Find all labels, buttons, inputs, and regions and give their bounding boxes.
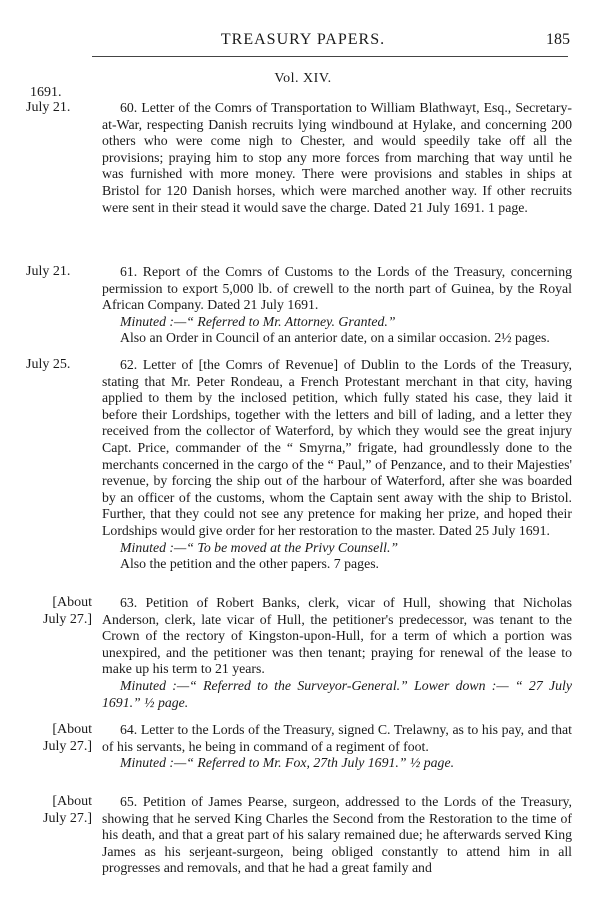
entry-minute: Minuted :—“ Referred to Mr. Attorney. Granted.” — [120, 313, 396, 329]
entry-64 — [26, 722, 572, 772]
running-title: TREASURY PAPERS. — [220, 31, 386, 48]
entry-text: 65. Petition of James Pearse, surgeon, addressed to the Lords of the Treasury, showing that he served King Charles the Second from the Restoration to the time of his death, and that a great part of his salary remained due; he afterwards served King James as his serjeant-surgeon, being obliged constantly to attend him in all progresses and removals, and that he had a great family and — [102, 794, 572, 876]
page-number: 185 — [546, 31, 570, 48]
entry-date: July 21. — [26, 100, 71, 115]
entry-minute: Minuted :—“ Referred to the Surveyor-General.” Lower down :— “ 27 July 1691.” ½ page. — [102, 677, 572, 710]
entry-minute: Minuted :—“ To be moved at the Privy Counsell.” — [120, 539, 399, 555]
entry-note: Also the petition and the other papers. 7 pages. — [120, 556, 380, 572]
entry-date: July 21. — [26, 264, 71, 279]
entry-body — [102, 264, 572, 347]
header-rule — [92, 56, 568, 57]
entry-body — [102, 794, 572, 877]
entry-65 — [26, 794, 572, 877]
entry-text: 64. Letter to the Lords of the Treasury, signed C. Trelawny, as to his pay, and that of his servants, he being in command of a regiment of foot. — [102, 722, 572, 754]
entry-text: 62. Letter of [the Comrs of Revenue] of Dublin to the Lords of the Treasury, stating that Mr. Peter Rondeau, a French Protestant merchant in that city, having applied to them by the inclosed petition, which fully stated his case, they laid it before their Lordships, together with the letters and bill of lading, and a letter they received from the collector of Waterford, by which they would see the great injury Capt. Price, commander of the “ Smyrna,” frigate, had groundlessly done to the merchants concerned in the cargo of the “ Paul,” of Penzance, and to their Majesties' revenue, by forcing the ship out of the harbour of Waterford, after she was boarded by an officer of the customs, whom the Captain sent away with the ship to Bristol. Further, that they could not see any pretence for making her prize, and hoped their Lordships would give order for her restoration to the master. Dated 25 July 1691. — [102, 357, 572, 538]
entry-minute: Minuted :—“ Referred to Mr. Fox, 27th July 1691.” ½ page. — [120, 755, 455, 771]
entry-60 — [26, 100, 572, 216]
volume-heading: Vol. XIV. — [274, 71, 332, 86]
entry-text: 60. Letter of the Comrs of Transportation to William Blathwayt, Esq., Secretary-at-War, respecting Danish recruits lying windbound at Hylake, and concerning 200 others who were come nigh to Chester, and would speedily take off all the provisions; praying him to stop any more forces from marching that way until he was furnished with more money. There were provisions and stables in ships at Bristol for 120 Danish horses, which were marched another way. If other recruits were sent in their stead it would save the charge. Dated 21 July 1691. 1 page. — [102, 100, 572, 215]
entry-text: 61. Report of the Comrs of Customs to the Lords of the Treasury, concerning permission to export 5,000 lb. of crewell to the north part of Guinea, by the Royal African Company. Dated 21 July 1691. — [102, 264, 572, 313]
entry-date: July 25. — [26, 357, 71, 372]
entry-text: 63. Petition of Robert Banks, clerk, vicar of Hull, showing that Nicholas Anderson, clerk, late vicar of Hull, the petitioner's predecessor, was tenant to the Crown of the rectory of Kingston-upon-Hull, for a term of which a portion was unexpired, and the petitioner was then tenant; praying for renewal of the lease to make up his term to 21 years. — [102, 595, 572, 677]
entry-62 — [26, 357, 572, 573]
entry-body — [102, 100, 572, 216]
entry-body — [102, 722, 572, 772]
running-head — [0, 31, 606, 53]
entry-61 — [26, 264, 572, 347]
entry-date: [About July 27.] — [43, 722, 92, 754]
entry-note: Also an Order in Council of an anterior date, on a similar occasion. 2½ pages. — [120, 330, 550, 346]
entry-date: [About July 27.] — [43, 595, 92, 627]
year-marker: 1691. — [30, 85, 62, 100]
entry-63 — [26, 595, 572, 711]
entry-date: [About July 27.] — [43, 794, 92, 826]
entry-body — [102, 357, 572, 573]
entry-body — [102, 595, 572, 711]
